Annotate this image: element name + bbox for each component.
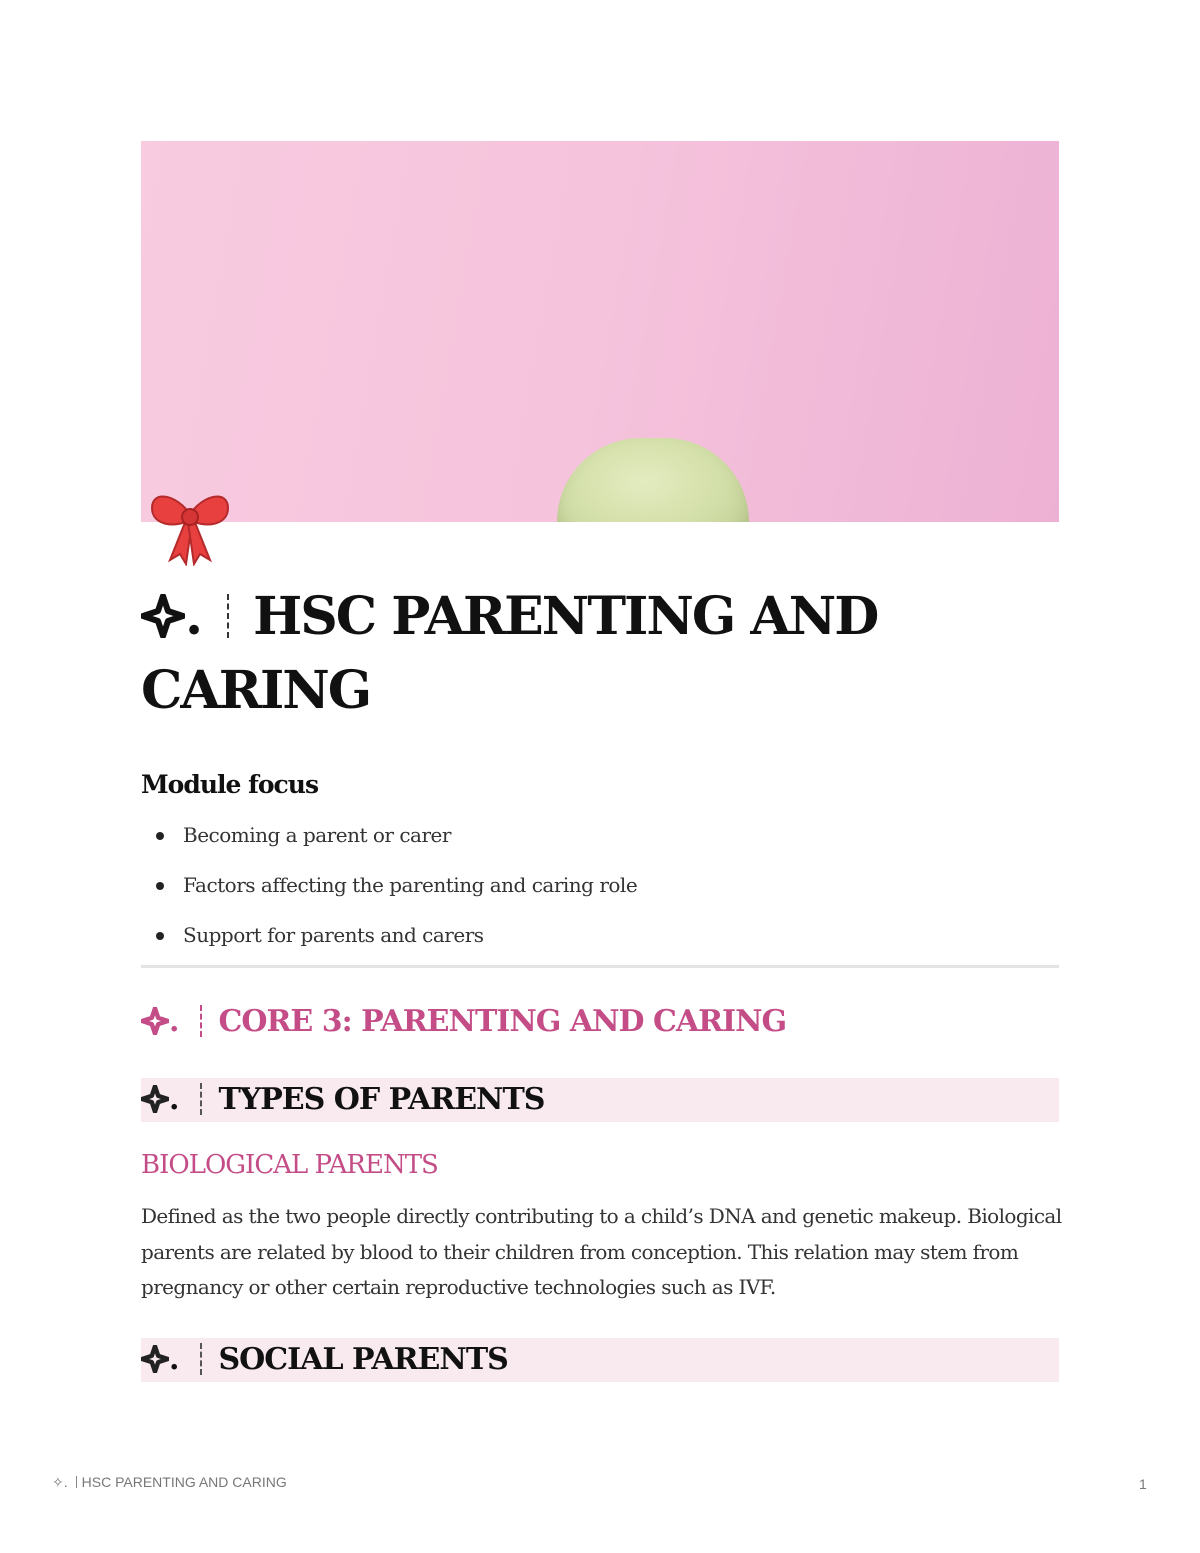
social-heading: . SOCIAL PARENTS: [141, 1338, 1059, 1382]
page-title: . HSC PARENTING AND CARING: [141, 586, 878, 721]
page-footer: [52, 1474, 287, 1491]
types-heading: . TYPES OF PARENTS: [141, 1078, 1059, 1122]
title-line1: HSC PARENTING AND: [253, 586, 878, 647]
sparkle-icon: [141, 1004, 169, 1048]
module-focus-list: [141, 816, 637, 966]
biological-heading: BIOLOGICAL PARENTS: [141, 1150, 438, 1180]
types-heading-text: TYPES OF PARENTS: [218, 1082, 545, 1117]
footer-title: HSC PARENTING AND CARING: [81, 1474, 287, 1490]
core-heading-text: CORE 3: PARENTING AND CARING: [218, 1004, 787, 1039]
page-number: 1: [1139, 1476, 1147, 1492]
ribbon-bow-icon: [146, 486, 234, 566]
social-heading-text: SOCIAL PARENTS: [218, 1342, 508, 1377]
cover-image: [141, 141, 1059, 522]
list-item: Support for parents and carers: [141, 916, 637, 966]
biological-paragraph: Defined as the two people directly contributing to a child’s DNA and genetic makeup. Biological parents are related by blood to their children from conception. This relation may stem from pregnancy or other certain reproductive technologies such as IVF.: [141, 1204, 1062, 1299]
module-focus-heading: Module focus: [141, 770, 319, 799]
title-line2: CARING: [141, 660, 371, 721]
title-separator: [227, 594, 231, 638]
list-item: Factors affecting the parenting and caring role: [141, 866, 637, 916]
macaron-image: [557, 438, 749, 522]
sparkle-icon: [141, 586, 185, 656]
core-heading: . CORE 3: PARENTING AND CARING: [141, 1000, 1059, 1044]
list-item: Becoming a parent or carer: [141, 816, 637, 866]
sparkle-icon: [141, 1342, 169, 1386]
divider: [141, 965, 1059, 968]
footer-symbol: ✧.: [52, 1474, 68, 1490]
sparkle-icon: [141, 1082, 169, 1126]
